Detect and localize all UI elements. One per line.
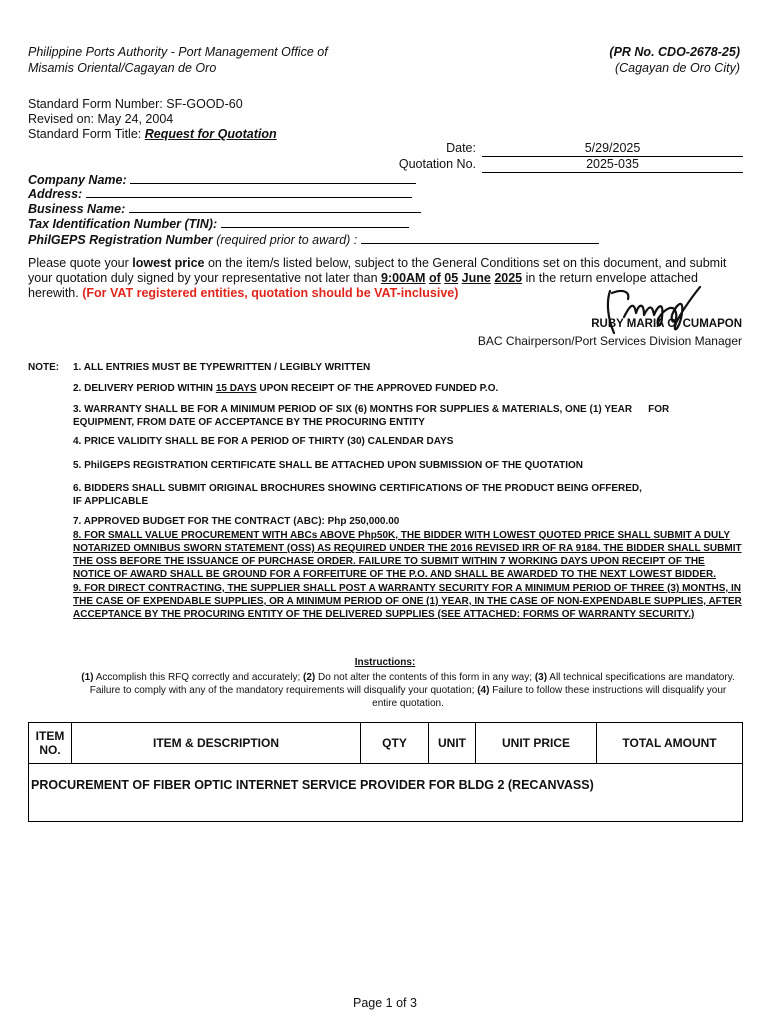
business-name-row <box>28 201 421 217</box>
city: (Cagayan de Oro City) <box>614 61 740 75</box>
note-3 <box>73 403 745 429</box>
standard-form-info <box>28 97 277 142</box>
instr-3-num: (3) <box>534 672 548 683</box>
note-9: 9. FOR DIRECT CONTRACTING, THE SUPPLIER SHALL POST A WARRANTY SECURITY FOR A MINIMUM PERIOD OF THREE (3) MONTHS, IN THE CASE OF EXPENDABLE SUPPLIES, OR A MINIMUM PERIOD OF ONE (1) YEAR, IN THE CASE OF NON-EXPENDABLE SUPPLIES, AFTER ACCEPTANCE BY THE PROCURING ENTITY OF THE DELIVERED SUPPLIES (SEE ATTACHED: FORMS OF WARRANTY SECURITY.) <box>73 583 742 620</box>
note-2 <box>73 382 745 395</box>
philgeps-line[interactable] <box>361 232 599 244</box>
table-header-row <box>29 723 743 764</box>
quotation-label: Quotation No. <box>398 157 476 171</box>
intro-text-1: Please quote your <box>28 256 133 270</box>
address-label: Address: <box>28 187 83 201</box>
tin-line[interactable] <box>221 216 409 228</box>
form-number: Standard Form Number: SF-GOOD-60 <box>28 97 243 111</box>
intro-text-3: in the return envelope attached herewith. <box>28 271 698 300</box>
instr-2: Do not alter the contents of this form in any way; <box>315 672 535 683</box>
col-total-amount: TOTAL AMOUNT <box>597 723 743 764</box>
col-qty: QTY <box>361 723 429 764</box>
note-6 <box>73 482 745 508</box>
notes-list <box>73 361 745 621</box>
instructions-text <box>78 671 738 710</box>
instructions-title: Instructions: <box>354 657 416 668</box>
pr-number: (PR No. CDO-2678-25) <box>609 45 740 59</box>
note-1: 1. ALL ENTRIES MUST BE TYPEWRITTEN / LEGIBLY WRITTEN <box>73 362 371 373</box>
form-title: Request for Quotation <box>144 127 277 141</box>
note-2-days: 15 DAYS <box>215 383 257 394</box>
form-title-line <box>28 127 277 142</box>
philgeps-row <box>28 232 599 248</box>
note-2-a: 2. DELIVERY PERIOD WITHIN <box>73 383 216 394</box>
deadline-year: 2025 <box>494 271 523 285</box>
agency-header <box>28 44 328 76</box>
note-label: NOTE: <box>28 362 60 373</box>
form-revised: Revised on: May 24, 2004 <box>28 112 174 126</box>
quotation-value[interactable]: 2025-035 <box>482 157 743 173</box>
date-value[interactable]: 5/29/2025 <box>482 141 743 157</box>
deadline-month: June <box>461 271 491 285</box>
tin-label: Tax Identification Number (TIN): <box>28 217 218 231</box>
instr-1: Accomplish this RFQ correctly and accurately; <box>93 672 304 683</box>
signatory-name: RUBY MARIA O. CUMAPON <box>591 318 742 330</box>
company-name-line[interactable] <box>130 172 416 184</box>
col-description: ITEM & DESCRIPTION <box>72 723 361 764</box>
note-2-c: UPON RECEIPT OF THE APPROVED FUNDED P.O. <box>256 383 499 394</box>
philgeps-label: PhilGEPS Registration Number <box>28 233 213 247</box>
pr-header <box>609 44 740 76</box>
note-3-c: EQUIPMENT, FROM DATE OF ACCEPTANCE BY THE PROCURING ENTITY <box>73 417 425 428</box>
intro-text-2: on the item/s listed below, subject to the General Conditions set on this document, and submit your quotation duly signed by your representative not later than <box>28 256 727 285</box>
table-row <box>29 764 743 822</box>
signatory-title: BAC Chairperson/Port Services Division Manager <box>477 334 742 348</box>
address-row <box>28 186 412 202</box>
page-number: Page 1 of 3 <box>353 996 417 1010</box>
col-item-no-line-1: ITEM <box>35 729 65 743</box>
items-table <box>28 722 743 822</box>
agency-line-1: Philippine Ports Authority - Port Management Office of <box>28 45 328 59</box>
instr-4-num: (4) <box>477 685 490 696</box>
note-6-a: 6. BIDDERS SHALL SUBMIT ORIGINAL BROCHURES SHOWING CERTIFICATIONS OF THE PRODUCT BEING OFFERED, <box>73 483 642 494</box>
vat-note: (For VAT registered entities, quotation should be VAT-inclusive) <box>82 286 459 300</box>
signature-image <box>600 283 710 337</box>
instr-1-num: (1) <box>81 672 94 683</box>
instr-4: Failure to follow these instructions will disqualify your entire quotation. <box>372 685 727 709</box>
col-unit: UNIT <box>429 723 476 764</box>
deadline-of: of <box>428 271 441 285</box>
note-3-b: FOR <box>648 404 670 415</box>
note-7: 7. APPROVED BUDGET FOR THE CONTRACT (ABC): Php 250,000.00 <box>73 516 400 527</box>
philgeps-note: (required prior to award) : <box>212 233 358 247</box>
note-3-a: 3. WARRANTY SHALL BE FOR A MINIMUM PERIOD OF SIX (6) MONTHS FOR SUPPLIES & MATERIALS, ONE (1) YEAR <box>73 404 633 415</box>
date-label: Date: <box>446 141 476 155</box>
address-line[interactable] <box>86 186 412 198</box>
col-item-no <box>29 723 72 764</box>
agency-line-2: Misamis Oriental/Cagayan de Oro <box>28 61 217 75</box>
note-5: 5. PhilGEPS REGISTRATION CERTIFICATE SHALL BE ATTACHED UPON SUBMISSION OF THE QUOTATION <box>73 460 584 471</box>
business-name-label: Business Name: <box>28 202 126 216</box>
col-item-no-line-2: NO. <box>39 743 61 757</box>
instr-3: All technical specifications are mandatory. Failure to comply with any of the mandatory requirements will disqualify your quotation; <box>89 672 735 696</box>
business-name-line[interactable] <box>129 201 421 213</box>
note-6-b: IF APPLICABLE <box>73 496 149 507</box>
tin-row <box>28 216 409 232</box>
form-title-label: Standard Form Title: <box>28 127 145 141</box>
company-name-label: Company Name: <box>28 173 127 187</box>
deadline-day: 05 <box>444 271 459 285</box>
note-8: 8. FOR SMALL VALUE PROCUREMENT WITH ABCs ABOVE Php50K, THE BIDDER WITH LOWEST QUOTED PRICE SHALL SUBMIT A DULY NOTARIZED OMNIBUS SWORN STATEMENT (OSS) AS REQUIRED UNDER THE 2016 REVISED IRR OF RA 9184. THE BIDDER SHALL SUBMIT THE OSS BEFORE THE ISSUANCE OF PURCHASE ORDER. FAILURE TO SUBMIT WITHIN 7 WORKING DAYS UPON RECEIPT OF THE NOTICE OF AWARD SHALL BE GROUND FOR A FORFEITURE OF THE P.O. AND SHALL BE AWARDED TO THE NEXT LOWEST BIDDER. <box>73 530 742 580</box>
procurement-title: PROCUREMENT OF FIBER OPTIC INTERNET SERVICE PROVIDER FOR BLDG 2 (RECANVASS) <box>29 764 743 822</box>
col-unit-price: UNIT PRICE <box>476 723 597 764</box>
intro-lowest-price: lowest price <box>132 256 205 270</box>
deadline-time: 9:00AM <box>381 271 426 285</box>
instr-2-num: (2) <box>303 672 316 683</box>
note-4: 4. PRICE VALIDITY SHALL BE FOR A PERIOD OF THIRTY (30) CALENDAR DAYS <box>73 436 454 447</box>
